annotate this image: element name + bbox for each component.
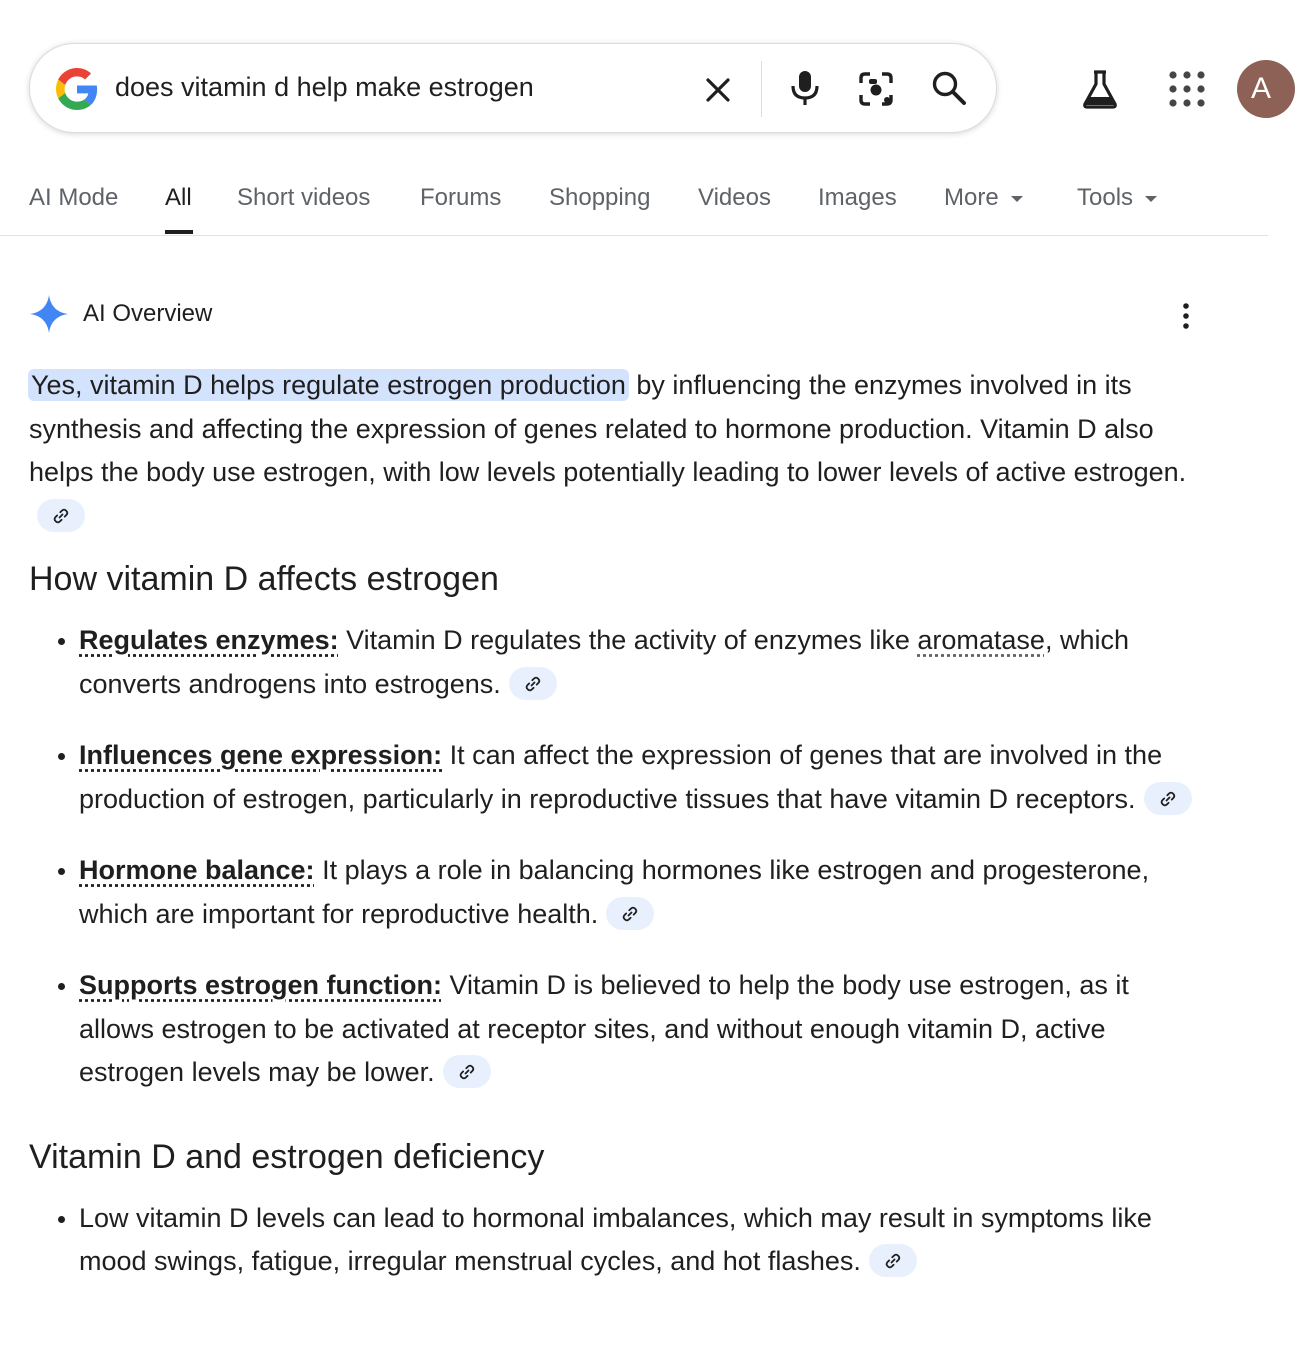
link-icon xyxy=(884,1252,902,1270)
bullet-list xyxy=(29,619,1199,1095)
section-heading: How vitamin D affects estrogen xyxy=(29,560,499,598)
source-link-chip[interactable] xyxy=(869,1244,917,1277)
list-item xyxy=(79,964,1199,1095)
ai-overview-summary xyxy=(29,364,1199,538)
glossary-link[interactable]: aromatase xyxy=(917,625,1045,655)
term-link[interactable]: Regulates enzymes: xyxy=(79,625,339,655)
chevron-down-icon xyxy=(1011,196,1023,202)
link-icon xyxy=(52,507,70,525)
avatar[interactable]: A xyxy=(1237,60,1295,118)
tab-tools-label: Tools xyxy=(1077,184,1134,211)
tab-images[interactable]: Images xyxy=(818,184,897,211)
list-item xyxy=(79,619,1199,706)
source-link-chip[interactable] xyxy=(37,499,85,532)
link-icon xyxy=(458,1063,476,1081)
item-text: , which converts androgens into estrogens. xyxy=(79,625,1129,699)
active-tab-indicator xyxy=(165,230,193,234)
section-heading: Vitamin D and estrogen deficiency xyxy=(29,1137,545,1176)
ai-overview-title: AI Overview xyxy=(83,300,213,327)
more-vert-icon[interactable] xyxy=(1172,300,1200,332)
term-link[interactable]: Hormone balance: xyxy=(79,855,315,885)
tab-videos[interactable]: Videos xyxy=(698,184,771,211)
item-text: Vitamin D is believed to help the body use estrogen, as it allows estrogen to be activated at receptor sites, and without enough vitamin D, active estrogen levels may be lower. xyxy=(79,970,1129,1087)
tab-more[interactable] xyxy=(944,184,1023,212)
list-item xyxy=(79,849,1199,936)
term-link[interactable]: Influences gene expression: xyxy=(79,740,443,770)
source-link-chip[interactable] xyxy=(606,897,654,930)
bullet-list xyxy=(29,1197,1199,1284)
item-text: Vitamin D regulates the activity of enzymes like xyxy=(338,625,918,655)
tab-more-label: More xyxy=(944,184,999,211)
tabs-divider xyxy=(0,235,1268,236)
item-text: Low vitamin D levels can lead to hormonal imbalances, which may result in symptoms like mood swings, fatigue, irregular menstrual cycles, and hot flashes. xyxy=(79,1202,1152,1276)
google-g-icon xyxy=(56,68,98,110)
link-icon xyxy=(1159,790,1177,808)
labs-flask-icon[interactable] xyxy=(1080,68,1120,110)
list-item xyxy=(79,1197,1199,1284)
lens-icon[interactable] xyxy=(857,70,895,108)
summary-highlight[interactable]: Yes, vitamin D helps regulate estrogen production xyxy=(28,369,629,401)
tab-all[interactable]: All xyxy=(165,184,192,211)
list-item xyxy=(79,734,1199,821)
item-text: It plays a role in balancing hormones like estrogen and progesterone, which are important for reproductive health. xyxy=(79,855,1150,929)
mic-icon[interactable] xyxy=(787,68,823,108)
item-text: It can affect the expression of genes that are involved in the production of estrogen, particularly in reproductive tissues that have vitamin D receptors. xyxy=(79,740,1163,814)
search-box-divider xyxy=(761,61,762,117)
ai-sparkle-icon xyxy=(29,294,69,334)
search-icon[interactable] xyxy=(929,68,969,108)
ai-overview-content xyxy=(29,364,1199,1284)
close-icon[interactable] xyxy=(698,70,738,110)
tab-short-videos[interactable]: Short videos xyxy=(237,184,371,211)
term-link[interactable]: Supports estrogen function: xyxy=(79,970,442,1000)
source-link-chip[interactable] xyxy=(509,667,557,700)
summary-text: by influencing the enzymes involved in its synthesis and affecting the expression of genes related to hormone production. Vitamin D also helps the body use estrogen, with low levels potentially leading to lower levels of active estrogen. xyxy=(29,370,1187,487)
link-icon xyxy=(621,905,639,923)
apps-grid-icon[interactable] xyxy=(1168,70,1206,108)
source-link-chip[interactable] xyxy=(1144,782,1192,815)
tab-ai-mode[interactable]: AI Mode xyxy=(29,184,119,211)
search-input[interactable]: does vitamin d help make estrogen xyxy=(115,72,534,102)
tab-tools[interactable] xyxy=(1077,184,1157,212)
chevron-down-icon xyxy=(1145,196,1157,202)
tab-forums[interactable]: Forums xyxy=(420,184,502,211)
link-icon xyxy=(524,675,542,693)
source-link-chip[interactable] xyxy=(443,1055,491,1088)
tab-shopping[interactable]: Shopping xyxy=(549,184,651,211)
search-box[interactable] xyxy=(29,43,997,133)
